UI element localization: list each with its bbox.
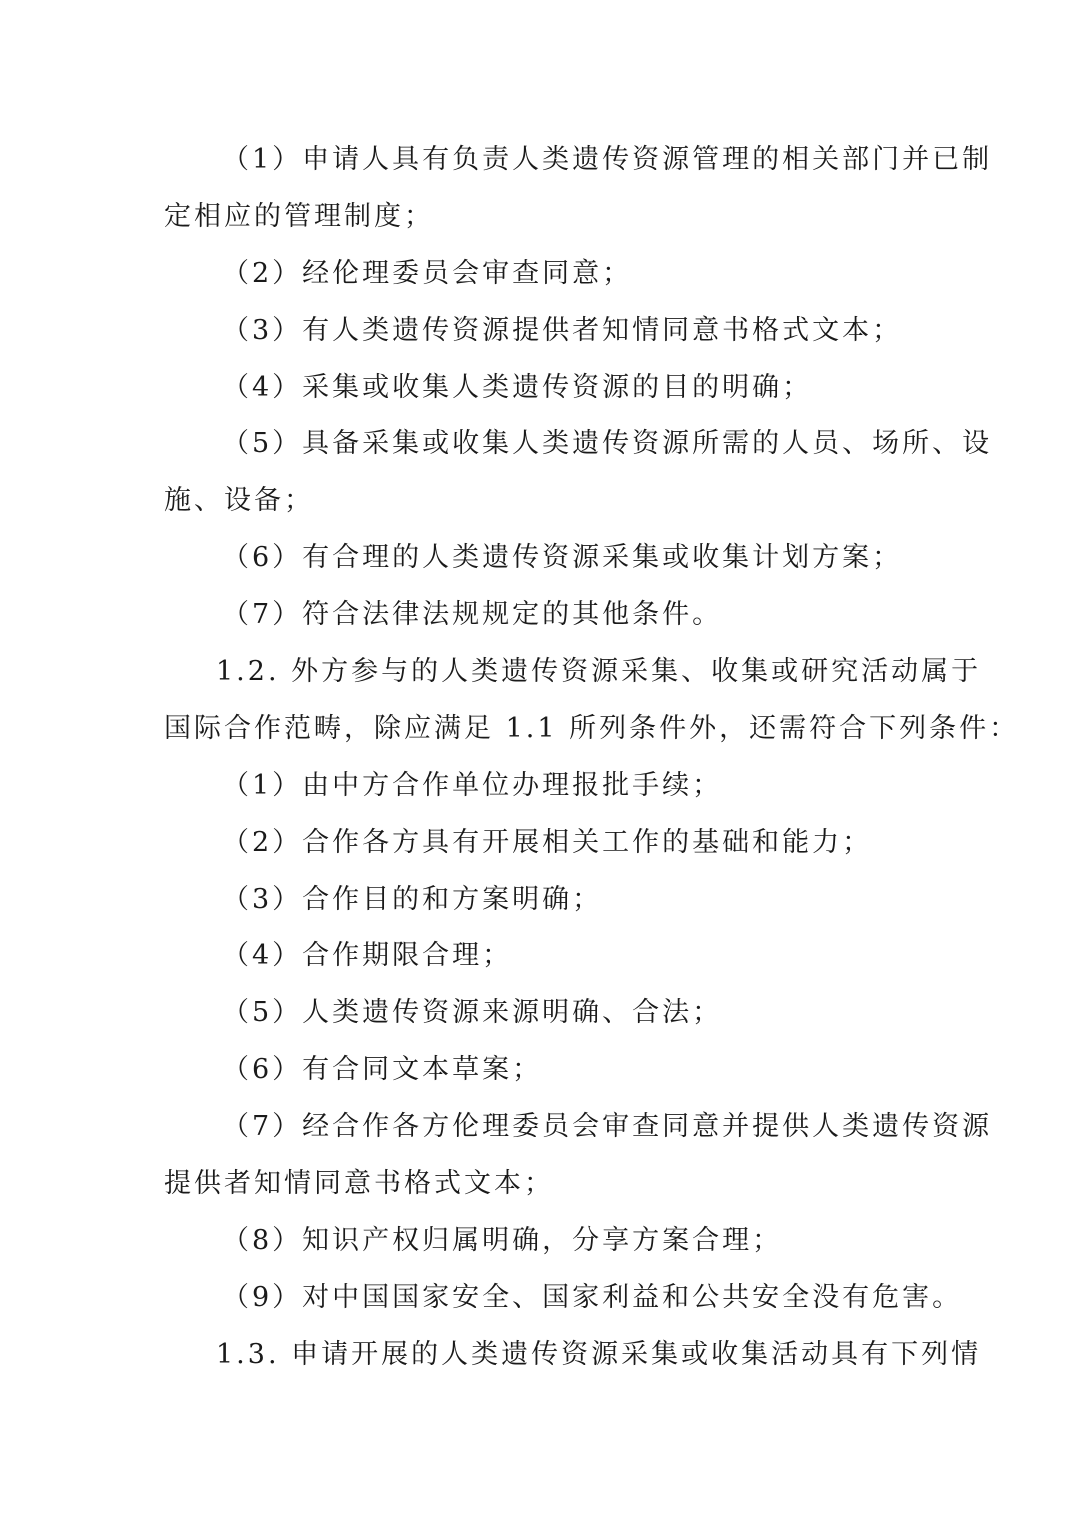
section-heading-line: 1.3. 申请开展的人类遗传资源采集或收集活动具有下列情	[216, 1339, 982, 1370]
paragraph-line: （5）人类遗传资源来源明确、合法；	[222, 997, 723, 1028]
paragraph-line: （7）符合法律法规规定的其他条件。	[222, 599, 723, 630]
paragraph-line: 施、设备；	[164, 485, 314, 516]
paragraph-line: （7）经合作各方伦理委员会审查同意并提供人类遗传资源	[222, 1111, 993, 1142]
paragraph-line: 定相应的管理制度；	[164, 201, 434, 232]
paragraph-line: （1）由中方合作单位办理报批手续；	[222, 770, 723, 801]
paragraph-line: （6）有合同文本草案；	[222, 1054, 543, 1085]
paragraph-line: （3）有人类遗传资源提供者知情同意书格式文本；	[222, 315, 903, 346]
paragraph-line: （3）合作目的和方案明确；	[222, 884, 603, 915]
paragraph-line: （4）采集或收集人类遗传资源的目的明确；	[222, 372, 813, 403]
paragraph-line: （9）对中国国家安全、国家利益和公共安全没有危害。	[222, 1282, 963, 1313]
paragraph-line: 国际合作范畴，除应满足 1.1 所列条件外，还需符合下列条件：	[164, 713, 1020, 744]
section-heading-line: 1.2. 外方参与的人类遗传资源采集、收集或研究活动属于	[216, 656, 982, 687]
paragraph-line: （1）申请人具有负责人类遗传资源管理的相关部门并已制	[222, 144, 993, 175]
paragraph-line: （5）具备采集或收集人类遗传资源所需的人员、场所、设	[222, 428, 993, 459]
paragraph-line: （6）有合理的人类遗传资源采集或收集计划方案；	[222, 542, 903, 573]
paragraph-line: 提供者知情同意书格式文本；	[164, 1168, 554, 1199]
paragraph-line: （4）合作期限合理；	[222, 940, 513, 971]
paragraph-line: （2）经伦理委员会审查同意；	[222, 258, 633, 289]
paragraph-line: （8）知识产权归属明确，分享方案合理；	[222, 1225, 783, 1256]
paragraph-line: （2）合作各方具有开展相关工作的基础和能力；	[222, 827, 873, 858]
